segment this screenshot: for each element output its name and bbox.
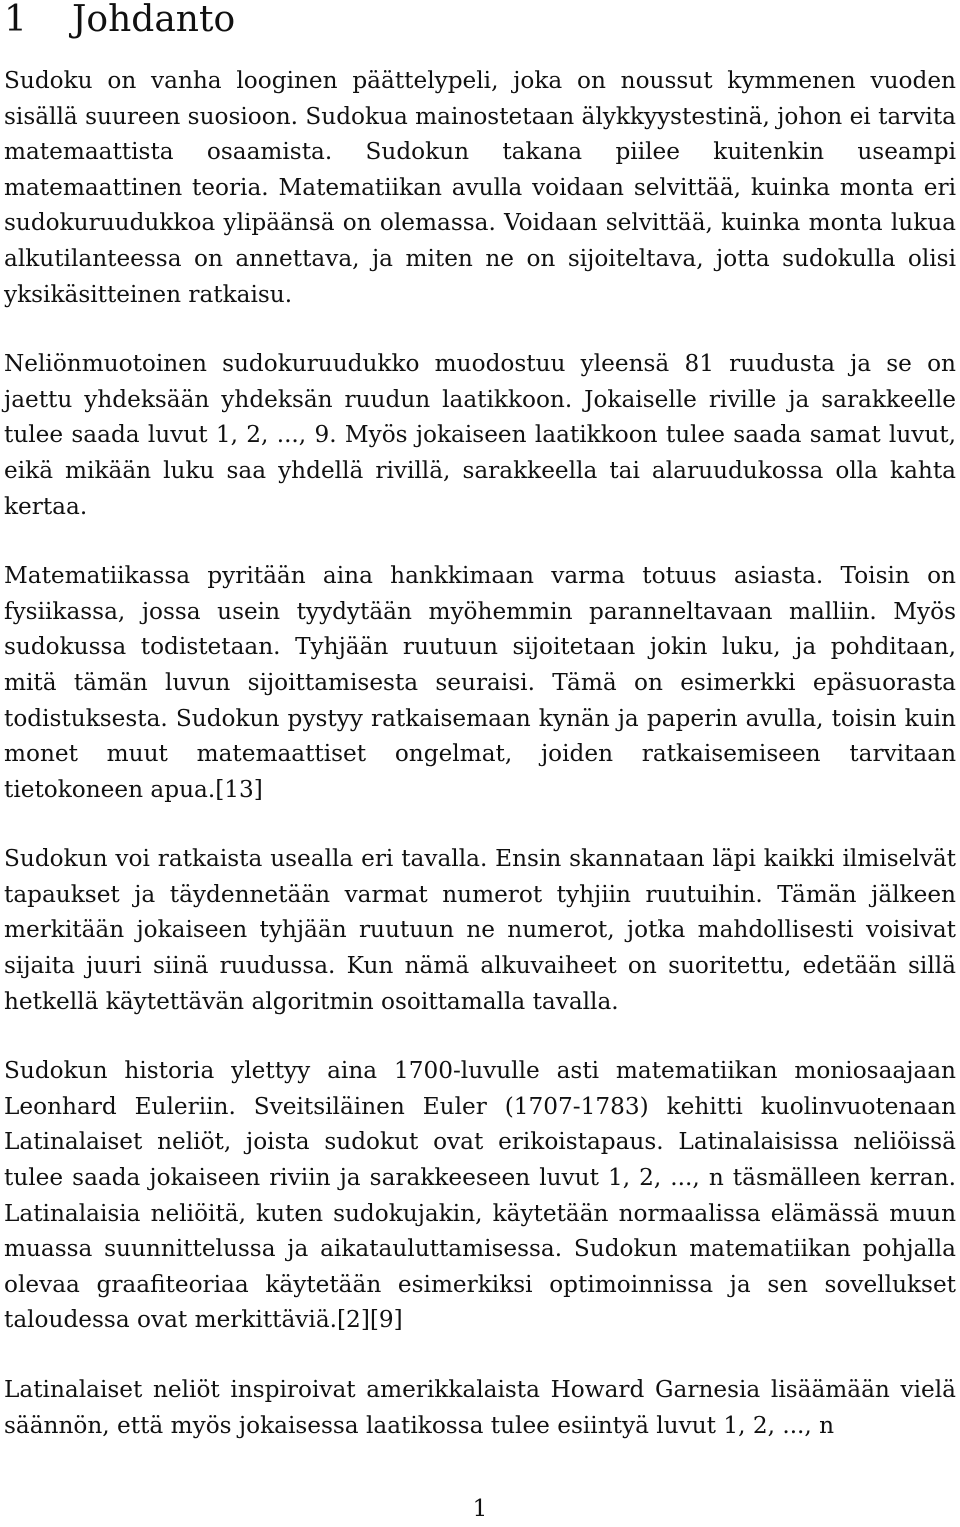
section-title: Johdanto xyxy=(72,0,236,40)
paragraph-garns: Latinalaiset neliöt inspiroivat amerikkalaista Howard Garnesia lisäämään vielä säännön, että myös jokaisessa laatikossa tulee esiintyä luvut 1, 2, ..., n xyxy=(4,1376,956,1439)
section-number: 1 xyxy=(4,0,27,40)
paragraph-grid: Neliönmuotoinen sudokuruudukko muodostuu yleensä 81 ruudusta ja se on jaettu yhdeksään yhdeksän ruudun laatikkoon. Jokaiselle riville ja sarakkeelle tulee saada luvut 1, 2, ..., 9. Myös jokaiseen laatikkoon tulee saada samat luvut, eikä mikään luku saa yhdellä rivillä, sarakkeella tai alaruudukossa olla kahta kertaa. xyxy=(4,350,956,520)
paragraph-intro: Sudoku on vanha looginen päättelypeli, joka on noussut kymmenen vuoden sisällä suureen suosioon. Sudokua mainostetaan älykkyystestinä, johon ei tarvita matemaattista osaamista. Sudokun takana piilee kuitenkin useampi matemaattinen teoria. Matematiikan avulla voidaan selvittää, kuinka monta eri sudokuruudukkoa ylipäänsä on olemassa. Voidaan selvittää, kuinka monta lukua alkutilanteessa on annettava, ja miten ne on sijoiteltava, jotta sudokulla olisi yksikäsitteinen ratkaisu. xyxy=(4,67,956,308)
section-heading xyxy=(4,0,956,40)
document-page xyxy=(4,0,956,1527)
paragraph-proof: Matematiikassa pyritään aina hankkimaan varma totuus asiasta. Toisin on fysiikassa, jossa usein tyydytään myöhemmin paranneltavaan malliin. Myös sudokussa todistetaan. Tyhjään ruutuun sijoitetaan jokin luku, ja pohditaan, mitä tämän luvun sijoittamisesta seuraisi. Tämä on esimerkki epäsuorasta todistuksesta. Sudokun pystyy ratkaisemaan kynän ja paperin avulla, toisin kuin monet muut matemaattiset ongelmat, joiden ratkaisemiseen tarvitaan tietokoneen apua.[13] xyxy=(4,562,956,803)
paragraph-solving: Sudokun voi ratkaista usealla eri tavalla. Ensin skannataan läpi kaikki ilmiselvät tapaukset ja täydennetään varmat numerot tyhjiin ruutuihin. Tämän jälkeen merkitään jokaiseen tyhjään ruutuun ne numerot, jotka mahdollisesti voisivat sijaita juuri siinä ruudussa. Kun nämä alkuvaiheet on suoritettu, edetään sillä hetkellä käytettävän algoritmin osoittamalla tavalla. xyxy=(4,845,956,1015)
paragraph-history: Sudokun historia ylettyy aina 1700-luvulle asti matematiikan moniosaajaan Leonhard Euleriin. Sveitsiläinen Euler (1707-1783) kehitti kuolinvuotenaan Latinalaiset neliöt, joista sudokut ovat erikoistapaus. Latinalaisissa neliöissä tulee saada jokaiseen riviin ja sarakkeeseen luvut 1, 2, ..., n täsmälleen kerran. Latinalaisia neliöitä, kuten sudokujakin, käytetään normaalissa elämässä muun muassa suunnittelussa ja aikatauluttamisessa. Sudokun matematiikan pohjalla olevaa graafiteoriaa käytetään esimerkiksi optimoinnissa ja sen sovellukset taloudessa ovat merkittäviä.[2][9] xyxy=(4,1057,956,1334)
page-number: 1 xyxy=(472,1496,488,1522)
